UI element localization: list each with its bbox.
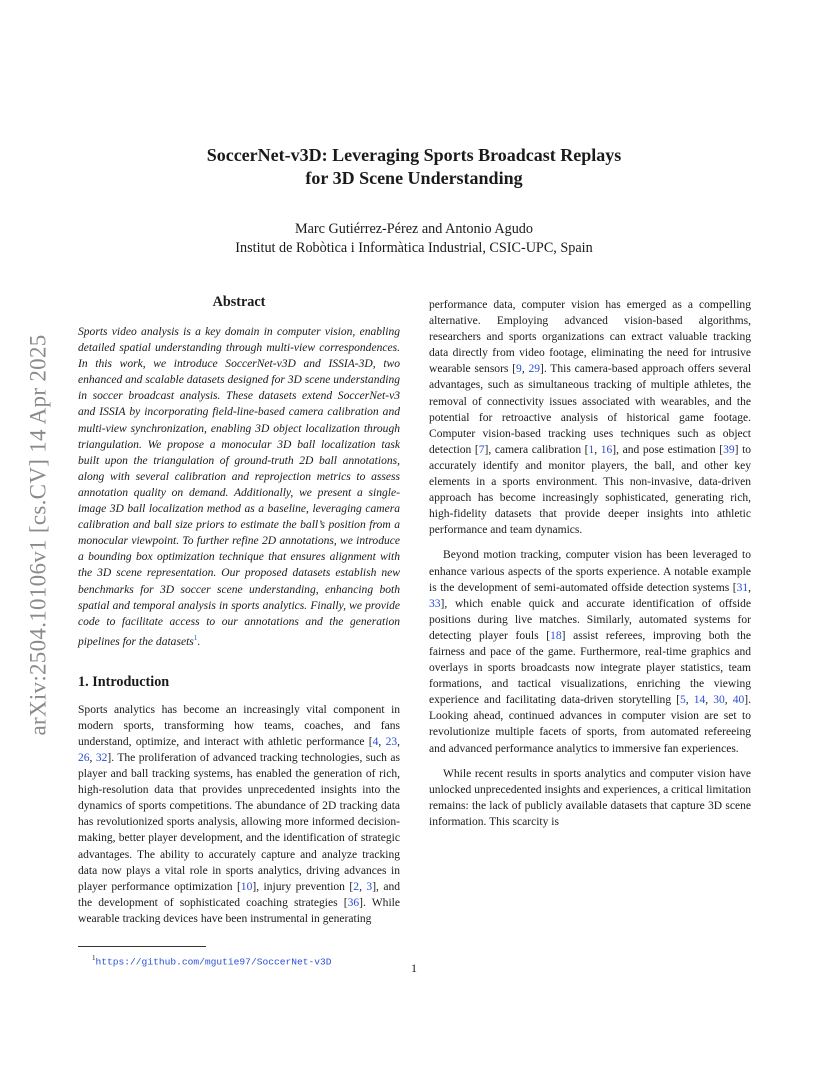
citation-link[interactable]: 32 [95, 752, 108, 764]
citation-link[interactable]: 18 [550, 629, 562, 642]
arxiv-stamp-text[interactable]: arXiv:2504.10106v1 [cs.CV] 14 Apr 2025 [26, 334, 51, 736]
title-line-1: SoccerNet-v3D: Leveraging Sports Broadcast Replays [206, 145, 622, 165]
citation-link[interactable]: 40 [732, 694, 745, 707]
author-names: Marc Gutiérrez-Pérez and Antonio Agudo [295, 221, 533, 237]
page-number: 1 [411, 961, 417, 975]
citation-link[interactable]: 16 [600, 443, 613, 456]
footnote-mark: 1 [92, 954, 96, 962]
paper-title [100, 144, 728, 190]
introduction-heading: 1. Introduction [78, 673, 170, 690]
intro-paragraph-1: Sports analytics has become an increasingly vital component in modern sports, transforming how teams, coaches, and fans understand, optimize, and interact with athletic performance [4, 23, 26, 32]. The proliferation of advanced tracking technologies, such as player and ball tracking systems, has enabled the generation of rich, high-resolution data that provides unprecedented insights into the dynamics of sports competitions. The abundance of 2D tracking data has revolutionized sports analysis, allowing more informed decision-making, better player development, and the identification of strategic advantages. The ability to accurately capture and analyze tracking data now plays a vital role in sports analytics, driving advances in player performance optimization [10], injury prevention [2, 3], and the development of sophisticated coaching strategies [36]. While wearable tracking devices have been instrumental in generating [78, 703, 401, 925]
abstract-end: . [197, 635, 201, 648]
right-column [429, 297, 751, 830]
abstract-footnote-mark[interactable]: 1 [193, 632, 198, 642]
footnote-divider [78, 946, 206, 947]
citation-link[interactable]: 7 [478, 443, 485, 456]
citation-link[interactable]: 36 [347, 896, 360, 909]
citation-link[interactable]: 2 [353, 880, 360, 893]
arxiv-identifier-stamp [24, 300, 54, 770]
citation-link[interactable]: 26 [78, 752, 90, 764]
intro-paragraph-2: Beyond motion tracking, computer vision has been leveraged to enhance various aspects of the sports experience. A notable example is the development of semi-automated offside detection systems [31, 33], which enable quick and accurate identification of offside positions during live matches. Similarly, automated systems for detecting player fouls [18] assist referees, improving both the fairness and pace of the game. Furthermore, real-time graphics and overlays in sports broadcasts now integrate player statistics, team formations, and tactical visualizations, enriching the viewing experience and facilitating data-driven storytelling [5, 14, 30, 40]. Looking ahead, continued advances in computer vision are set to revolutionize multiple facets of sports, from automated refereeing and advanced performance analytics to immersive fan experiences. [429, 549, 752, 755]
citation-link[interactable]: 29 [528, 363, 540, 376]
left-column [78, 292, 400, 927]
citation-link[interactable]: 9 [516, 363, 522, 376]
intro-paragraph-3: While recent results in sports analytics and computer vision have unlocked unprecedented insights and experiences, a critical limitation remains: the lack of publicly available datasets that capture 3D scene information. This scarcity is [429, 767, 751, 828]
intro-paragraph-1-cont: performance data, computer vision has emerged as a compelling alternative. Employing advanced vision-based algorithms, researchers and sports organizations can extract valuable tracking data directly from video footage, eliminating the need for intrusive wearable sensors [9, 29]. This camera-based approach offers several advantages, such as simultaneous tracking of multiple athletes, the removal of connectivity issues associated with wearables, and the potential for retroactive analysis of historical game footage. Computer vision-based tracking uses techniques such as object detection [7], camera calibration [1, 16], and pose estimation [39] to accurately identify and monitor players, the ball, and other key elements in a sports environment. This non-invasive, data-driven approach has become increasingly sophisticated, generating rich, high-fidelity datasets that provide deeper insights into athletic performance and team dynamics. [429, 299, 752, 537]
citation-link[interactable]: 31 [736, 581, 749, 594]
citation-link[interactable]: 30 [713, 694, 725, 707]
citation-link[interactable]: 39 [723, 443, 735, 456]
citation-link[interactable]: 1 [588, 443, 595, 456]
citation-link[interactable]: 14 [693, 694, 706, 707]
citation-link[interactable]: 10 [240, 880, 253, 893]
author-block [100, 220, 728, 258]
abstract-text [78, 324, 400, 650]
title-line-2: for 3D Scene Understanding [305, 168, 523, 188]
citation-link[interactable]: 3 [366, 880, 373, 893]
abstract-heading: Abstract [212, 294, 266, 310]
citation-link[interactable]: 33 [429, 597, 441, 610]
abstract-body: Sports video analysis is a key domain in computer vision, enabling detailed spatial understanding through multi-view correspondences. In this work, we introduce SoccerNet-v3D and ISSIA-3D, two enhanced and scalable datasets designed for 3D scene understanding in soccer broadcast analysis. These datasets extend SoccerNet-v3 and ISSIA by incorporating field-line-based camera calibration and multi-view synchronization, enabling 3D object localization through triangulation. We propose a monocular 3D ball localization task built upon the triangulation of ground-truth 2D ball annotations, along with several calibration and reprojection metrics to assess annotation quality on demand. Additionally, we present a single-image 3D ball localization method as a baseline, leveraging camera calibration and ball size priors to estimate the ball’s position from a monocular viewpoint. To further refine 2D annotations, we introduce a bounding box optimization technique that ensures alignment with the 3D scene representation. Our proposed datasets establish new benchmarks for 3D soccer scene understanding, enhancing both spatial and temporal analysis in sports analytics. Finally, we provide code to facilitate access to our annotations and the generation pipelines for the datasets [78, 326, 400, 648]
citation-link[interactable]: 4 [372, 735, 379, 748]
footnote-url-link[interactable]: https://github.com/mgutie97/SoccerNet-v3D [95, 956, 332, 968]
citation-link[interactable]: 23 [385, 735, 398, 748]
author-affiliation: Institut de Robòtica i Informàtica Industrial, CSIC-UPC, Spain [235, 240, 593, 256]
citation-link[interactable]: 5 [680, 694, 686, 707]
